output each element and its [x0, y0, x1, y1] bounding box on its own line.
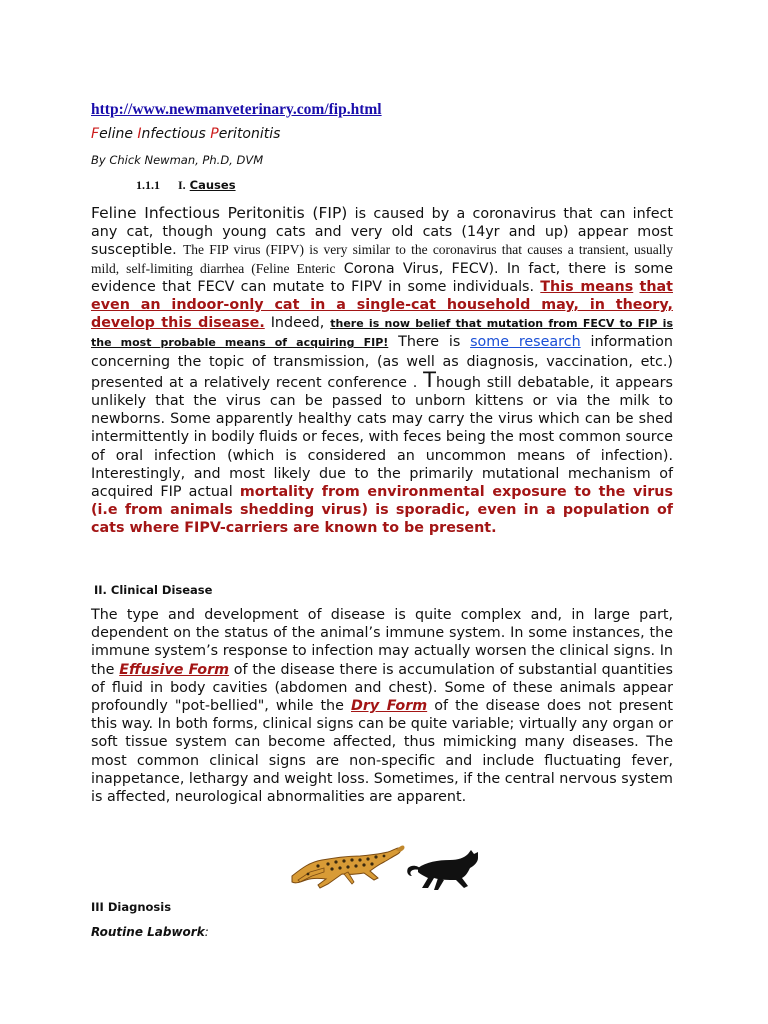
author-byline: By Chick Newman, Ph.D, DVM — [91, 153, 264, 167]
cats-illustration — [288, 838, 488, 894]
text-run: information concerning the topic of transmission, (as well as diagnosis, vaccination, etc.) presented at a relatively recent conference . — [91, 334, 673, 391]
title-cap-f: F — [91, 126, 100, 142]
lead-term: Feline Infectious Peritonitis (FIP) — [91, 204, 348, 222]
text-run: hough still debatable, it appears unlikely that the virus can be passed to unborn kittens or via the milk to newborns. Some apparently healthy cats may carry the virus which can be shed intermittently in bodily fluids or feces, with feces being the most common source of oral infection (which is considered an uncommon means of infection). Interestingly, and most likely due to the primarily mutational mechanism of acquired FIP actual — [91, 374, 673, 501]
effusive-form-term: Effusive Form — [119, 661, 230, 678]
cheetah-image — [292, 846, 405, 889]
paragraph-causes — [91, 204, 673, 538]
serif-text-run: The FIP virus (FIPV) is very similar to the coronavirus that causes a transient, usually mild, self-limiting diarrhea (Feline Enteric — [91, 242, 673, 276]
text-run: is caused by a coronavirus that can infect any cat, though young cats and very old cats (14yr and up) appear most susceptible. — [91, 206, 673, 259]
text-run: Corona Virus, FECV). In fact, there is some evidence that FECV can mutate to FIPV in some individuals. — [91, 260, 673, 295]
source-url-link[interactable]: http://www.newmanveterinary.com/fip.html — [91, 101, 382, 118]
paragraph-clinical-disease — [91, 606, 673, 806]
document-title — [91, 126, 280, 142]
section-number: 1.1.1 — [136, 178, 160, 192]
emphasis-mutation-belief: there is now belief that mutation from FECV to FIP is the most probable means of acquiring FIP! — [91, 317, 673, 350]
emphasis-indoor-cat: that even an indoor-only cat in a single-cat household may, in theory, develop this disease. — [91, 278, 673, 332]
text-run: of the disease does not present this way. In both forms, clinical signs can be quite variable; virtually any organ or soft tissue system can become affected, thus mimicking many diseases. The most common clinical signs are non-specific and include fluctuating fever, inappetance, lethargy and weight loss. Sometimes, if the central nervous system is affected, neurological abnormalities are apparent. — [91, 698, 673, 806]
text-run: Indeed, — [264, 315, 331, 332]
section-heading-clinical-disease: II. Clinical Disease — [94, 583, 213, 597]
title-cap-p: P — [210, 126, 219, 142]
emphasis-this-means: This means — [540, 278, 634, 295]
subheading-routine-labwork — [91, 925, 209, 939]
text-run: The type and development of disease is quite complex and, in large part, dependent on the status of the animal’s immune system. In some instances, the immune system’s response to infection may actually worsen the clinical signs. In the — [91, 607, 673, 678]
dry-form-term: Dry Form — [351, 698, 428, 715]
title-part: eline — [99, 126, 138, 142]
section-label: I. — [178, 178, 186, 192]
section-heading-diagnosis: III Diagnosis — [91, 900, 172, 914]
some-research-link[interactable]: some research — [470, 334, 581, 351]
black-cat-image — [407, 850, 478, 890]
title-cap-i: I — [137, 126, 142, 142]
large-letter-t: T — [423, 367, 436, 392]
section-title-causes: Causes — [189, 178, 236, 192]
section-heading-causes — [136, 178, 236, 193]
colon: : — [204, 925, 209, 939]
title-part: nfectious — [141, 126, 211, 142]
title-part: eritonitis — [218, 126, 281, 142]
routine-labwork-label: Routine Labwork — [91, 925, 205, 939]
text-run: There is — [388, 334, 471, 351]
text-run: of the disease there is accumulation of substantial quantities of fluid in body cavities (abdomen and chest). Some of these animals appear profoundly "pot-bellied", while the — [91, 661, 673, 715]
emphasis-mortality: mortality from environmental exposure to the virus (i.e from animals shedding virus) is sporadic, even in a population of cats where FIPV-carriers are known to be present. — [91, 484, 673, 537]
